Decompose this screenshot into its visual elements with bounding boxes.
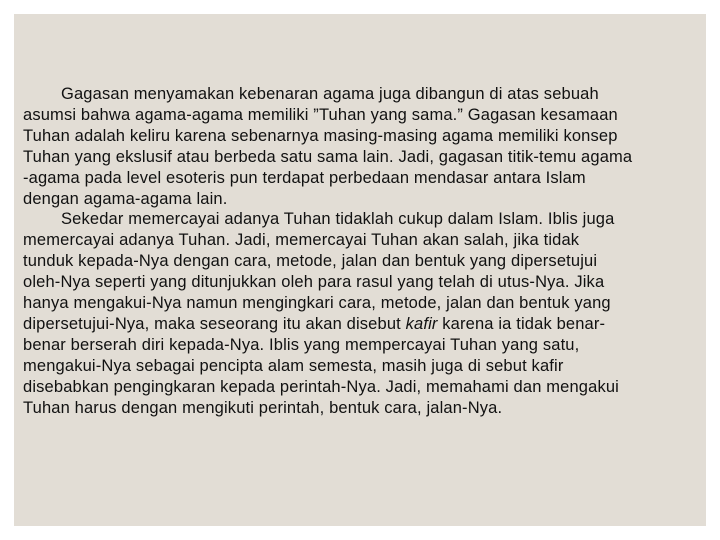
paragraph-1-line-5: -agama pada level esoteris pun terdapat perbedaan mendasar antara Islam bbox=[23, 168, 586, 187]
body-text bbox=[23, 84, 713, 419]
paragraph-1-line-4: Tuhan yang ekslusif atau berbeda satu sama lain. Jadi, gagasan titik-temu agama bbox=[23, 147, 633, 166]
paragraph-2-line-3: tunduk kepada-Nya dengan cara, metode, jalan dan bentuk yang dipersetujui bbox=[23, 252, 598, 271]
italic-term-kafir: kafir bbox=[405, 314, 438, 333]
paragraph-2-line-4: oleh-Nya seperti yang ditunjukkan oleh para rasul yang telah di utus-Nya. Jika bbox=[23, 273, 605, 292]
line-6-before-italic: dipersetujui-Nya, maka seseorang itu akan disebut bbox=[23, 314, 406, 333]
paragraph-1-line-3: Tuhan adalah keliru karena sebenarnya masing-masing agama memiliki konsep bbox=[23, 126, 618, 145]
paragraph-2-line-8: mengakui-Nya sebagai pencipta alam semesta, masih juga di sebut kafir bbox=[23, 356, 564, 375]
paragraph-1-line-1: Gagasan menyamakan kebenaran agama juga dibangun di atas sebuah bbox=[61, 85, 599, 103]
paragraph-2-line-7: benar berserah diri kepada-Nya. Iblis yang mempercayai Tuhan yang satu, bbox=[23, 335, 580, 354]
paragraph-2-line-9: disebabkan pengingkaran kepada perintah-Nya. Jadi, memahami dan mengakui bbox=[23, 377, 620, 396]
paragraph-1-line-2: asumsi bahwa agama-agama memiliki ”Tuhan yang sama.” Gagasan kesamaan bbox=[23, 105, 618, 124]
paragraph-2-line-10: Tuhan harus dengan mengikuti perintah, bentuk cara, jalan-Nya. bbox=[23, 398, 503, 417]
paragraph-1-line-6: dengan agama-agama lain. bbox=[23, 189, 228, 208]
paragraph-2-line-6 bbox=[23, 314, 713, 335]
paragraph-2-line-1: Sekedar memercayai adanya Tuhan tidaklah cukup dalam Islam. Iblis juga bbox=[61, 210, 615, 229]
line-6-after-italic: karena ia tidak benar- bbox=[437, 314, 606, 333]
paragraph-2-line-2: memercayai adanya Tuhan. Jadi, memercayai Tuhan akan salah, jika tidak bbox=[23, 231, 580, 250]
paragraph-2-line-5: hanya mengakui-Nya namun mengingkari cara, metode, jalan dan bentuk yang bbox=[23, 294, 611, 313]
